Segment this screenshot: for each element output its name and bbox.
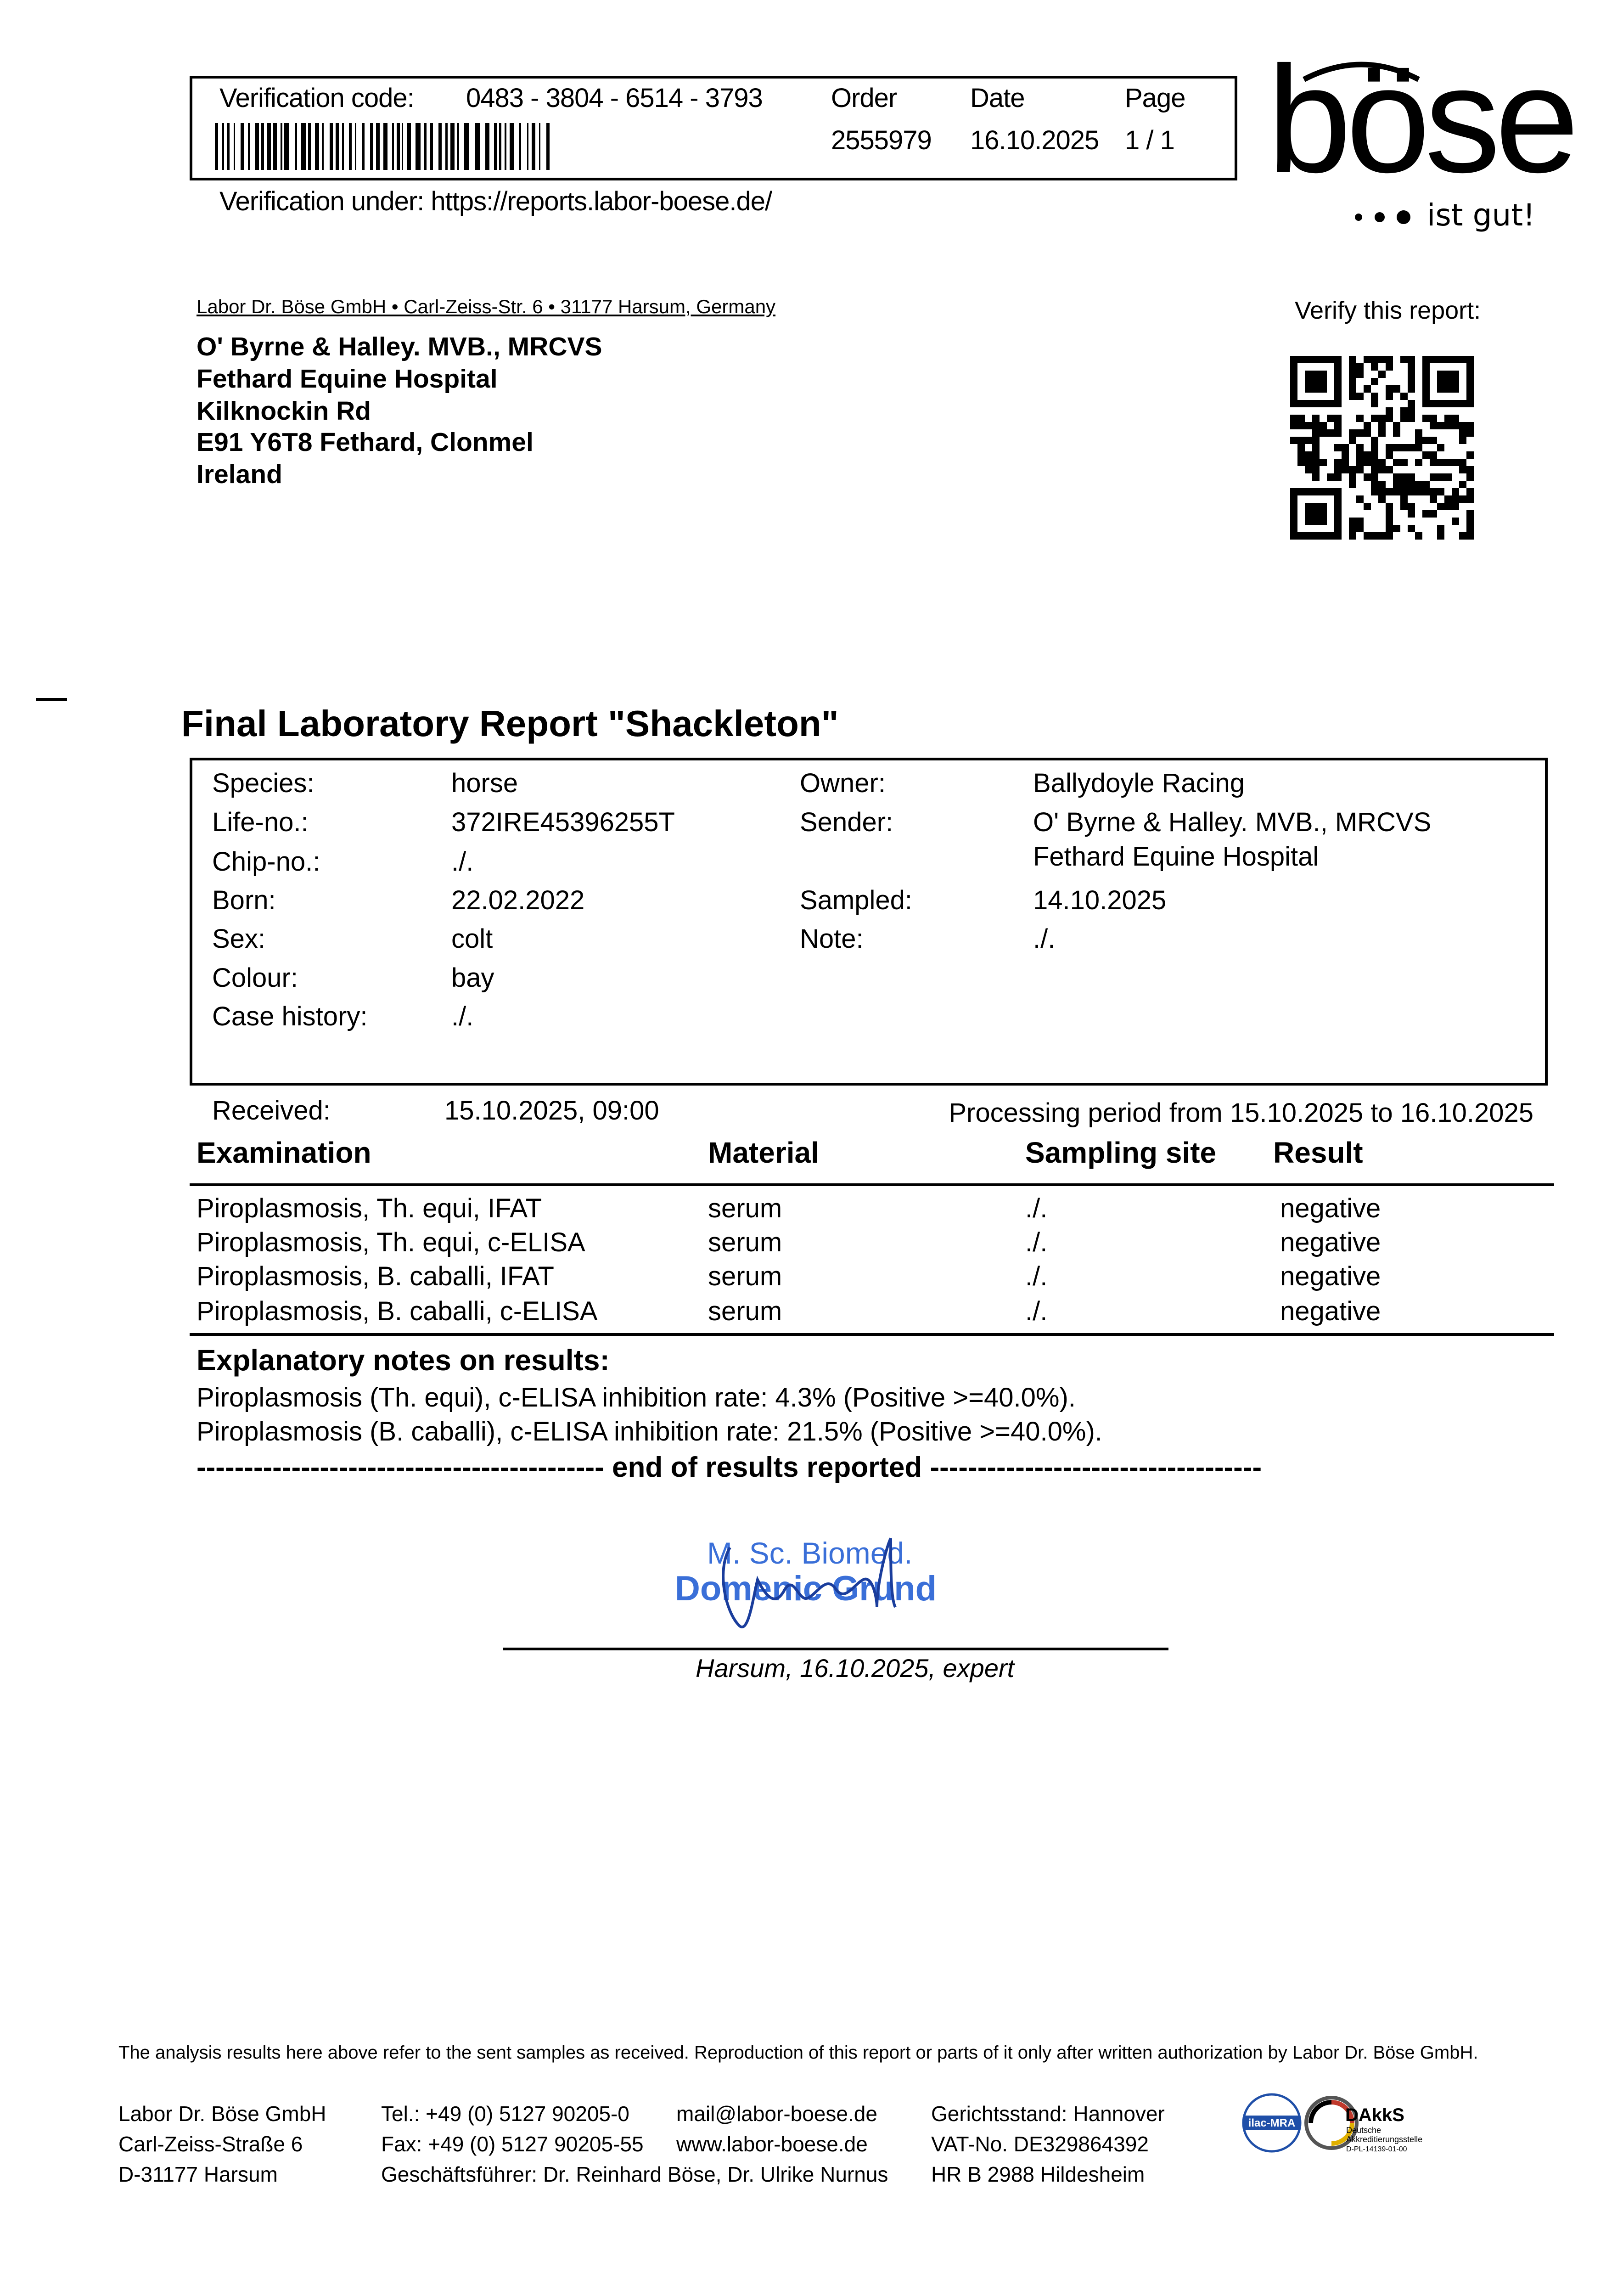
footer-address	[118, 2099, 326, 2189]
footer-fax: Fax: +49 (0) 5127 90205-55	[381, 2132, 644, 2156]
note-label: Note:	[800, 924, 864, 954]
column-header-sampling-site: Sampling site	[1025, 1136, 1217, 1169]
owner-value: Ballydoyle Racing	[1033, 768, 1245, 798]
site-cell: ./.	[1025, 1261, 1048, 1291]
footer-tel: Tel.: +49 (0) 5127 90205-0	[381, 2102, 629, 2126]
exam-cell: Piroplasmosis, B. caballi, IFAT	[197, 1261, 554, 1291]
footer-company: Labor Dr. Böse GmbH	[118, 2102, 326, 2126]
date-value: 16.10.2025	[970, 125, 1099, 155]
svg-text:M. Sc. Biomed.: M. Sc. Biomed.	[707, 1536, 913, 1570]
colour-value: bay	[451, 963, 494, 993]
site-cell: ./.	[1025, 1296, 1048, 1326]
result-cell: negative	[1280, 1193, 1381, 1223]
material-cell: serum	[708, 1193, 782, 1223]
species-value: horse	[451, 768, 518, 798]
signature-caption: Harsum, 16.10.2025, expert	[696, 1654, 1015, 1683]
column-header-material: Material	[708, 1136, 819, 1169]
exam-cell: Piroplasmosis, B. caballi, c-ELISA	[197, 1296, 598, 1326]
lab-sender-line: Labor Dr. Böse GmbH • Carl-Zeiss-Str. 6 • 31177 Harsum, Germany	[197, 296, 776, 317]
logo-tagline: ist gut!	[1427, 197, 1535, 233]
footer-vat: VAT-No. DE329864392	[931, 2132, 1149, 2156]
sender-label: Sender:	[800, 807, 893, 837]
sender-value-2: Fethard Equine Hospital	[1033, 842, 1319, 872]
born-value: 22.02.2022	[451, 885, 585, 915]
site-cell: ./.	[1025, 1193, 1048, 1223]
born-label: Born:	[212, 885, 276, 915]
qr-code-icon[interactable]	[1290, 356, 1474, 540]
svg-text:D-PL-14139-01-00: D-PL-14139-01-00	[1346, 2145, 1407, 2153]
result-cell: negative	[1280, 1261, 1381, 1291]
company-logo: böse	[1267, 34, 1574, 204]
signature-rule	[503, 1648, 1168, 1650]
footer-town: D-31177 Harsum	[118, 2162, 278, 2186]
order-label: Order	[831, 83, 897, 113]
recipient-city: E91 Y6T8 Fethard, Clonmel	[197, 428, 534, 457]
sender-value-1: O' Byrne & Halley. MVB., MRCVS	[1033, 807, 1432, 837]
footer-jurisdiction: Gerichtsstand: Hannover	[931, 2102, 1165, 2126]
owner-label: Owner:	[800, 768, 886, 798]
svg-text:Deutsche: Deutsche	[1346, 2126, 1382, 2135]
report-title: Final Laboratory Report "Shackleton"	[181, 703, 839, 744]
material-cell: serum	[708, 1227, 782, 1257]
footer-disclaimer: The analysis results here above refer to the sent samples as received. Reproduction of this report or parts of it only after written authorization by Labor Dr. Böse GmbH.	[118, 2043, 1478, 2063]
svg-text:Domenic Grund: Domenic Grund	[675, 1569, 937, 1608]
processing-period: Processing period from 15.10.2025 to 16.10.2025	[949, 1098, 1533, 1128]
recipient-hospital: Fethard Equine Hospital	[197, 364, 498, 394]
recipient-country: Ireland	[197, 460, 282, 489]
colour-label: Colour:	[212, 963, 298, 993]
recipient-name: O' Byrne & Halley. MVB., MRCVS	[197, 332, 602, 361]
footer-managers: Geschäftsführer: Dr. Reinhard Böse, Dr. Ulrike Nurnus	[381, 2162, 888, 2186]
footer-street: Carl-Zeiss-Straße 6	[118, 2132, 303, 2156]
footer-website[interactable]: www.labor-boese.de	[676, 2132, 868, 2156]
end-of-results-line: ------------------------------------------- end of results reported -----------------------------------	[197, 1452, 1262, 1483]
material-cell: serum	[708, 1261, 782, 1291]
case-history-value: ./.	[451, 1002, 474, 1031]
page-value: 1 / 1	[1125, 125, 1174, 155]
dakks-logo-icon	[1306, 2098, 1422, 2153]
exam-cell: Piroplasmosis, Th. equi, IFAT	[197, 1193, 542, 1223]
life-no-value: 372IRE45396255T	[451, 807, 675, 837]
life-no-label: Life-no.:	[212, 807, 309, 837]
material-cell: serum	[708, 1296, 782, 1326]
sex-value: colt	[451, 924, 493, 954]
note-line-b-caballi: Piroplasmosis (B. caballi), c-ELISA inhibition rate: 21.5% (Positive >=40.0%).	[197, 1417, 1102, 1446]
sampled-value: 14.10.2025	[1033, 885, 1167, 915]
fold-mark	[36, 698, 67, 701]
footer-legal-block	[931, 2099, 1165, 2189]
sampled-label: Sampled:	[800, 885, 913, 915]
verification-code: 0483 - 3804 - 6514 - 3793	[466, 83, 763, 113]
species-label: Species:	[212, 768, 314, 798]
exam-cell: Piroplasmosis, Th. equi, c-ELISA	[197, 1227, 585, 1257]
note-line-th-equi: Piroplasmosis (Th. equi), c-ELISA inhibition rate: 4.3% (Positive >=40.0%).	[197, 1383, 1076, 1412]
barcode	[215, 123, 552, 170]
result-cell: negative	[1280, 1296, 1381, 1326]
sex-label: Sex:	[212, 924, 266, 954]
case-history-label: Case history:	[212, 1002, 368, 1031]
table-bottom-rule	[190, 1333, 1554, 1336]
footer-register: HR B 2988 Hildesheim	[931, 2162, 1145, 2186]
column-header-examination: Examination	[197, 1136, 371, 1169]
signature-stamp	[661, 1529, 983, 1639]
order-value: 2555979	[831, 125, 932, 155]
svg-text:Akkreditierungsstelle: Akkreditierungsstelle	[1346, 2135, 1423, 2144]
note-value: ./.	[1033, 924, 1056, 954]
verify-report-label: Verify this report:	[1295, 297, 1481, 324]
table-header-rule	[190, 1183, 1554, 1186]
site-cell: ./.	[1025, 1227, 1048, 1257]
received-label: Received:	[212, 1096, 331, 1125]
column-header-result: Result	[1273, 1136, 1363, 1169]
date-label: Date	[970, 83, 1025, 113]
chip-no-value: ./.	[451, 847, 474, 877]
verification-code-label: Verification code:	[219, 83, 414, 113]
accreditation-logos	[1240, 2092, 1469, 2161]
footer-email[interactable]: mail@labor-boese.de	[676, 2102, 877, 2126]
logo-dots-icon	[1352, 208, 1421, 226]
result-cell: negative	[1280, 1227, 1381, 1257]
page-label: Page	[1125, 83, 1185, 113]
chip-no-label: Chip-no.:	[212, 847, 320, 877]
ilac-mra-logo-icon	[1243, 2094, 1300, 2151]
explanatory-notes-heading: Explanatory notes on results:	[197, 1344, 610, 1377]
svg-text:ilac-MRA: ilac-MRA	[1248, 2117, 1296, 2129]
recipient-street: Kilknockin Rd	[197, 396, 371, 426]
svg-text:DAkkS: DAkkS	[1345, 2105, 1404, 2125]
footer-contact-block	[676, 2099, 877, 2159]
verification-url[interactable]: Verification under: https://reports.labor-boese.de/	[219, 186, 772, 216]
received-value: 15.10.2025, 09:00	[444, 1096, 659, 1125]
